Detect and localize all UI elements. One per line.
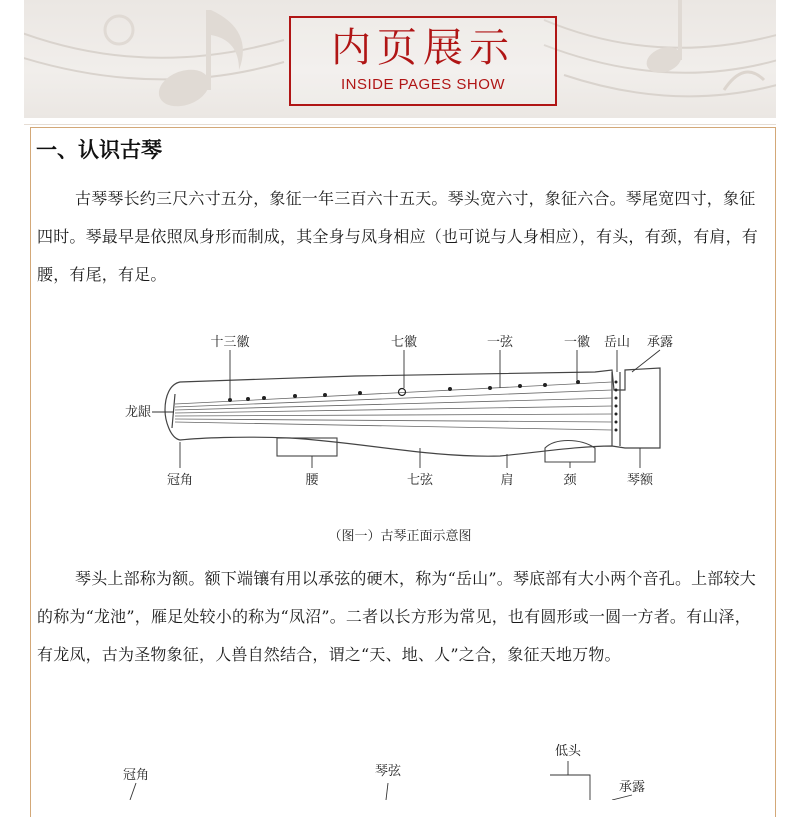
header-banner [24, 0, 776, 118]
label-jian: 肩 [500, 473, 514, 488]
section-heading: 一、认识古琴 [36, 138, 162, 162]
label-yi-xian: 一弦 [486, 335, 514, 350]
label-guan-jiao: 冠角 [166, 473, 194, 488]
qin-strings [175, 382, 612, 430]
intro-paragraph [37, 180, 767, 294]
label-di-tou: 低头 [554, 744, 582, 759]
label-qin-xian: 琴弦 [374, 764, 402, 779]
label-jing: 颈 [563, 473, 577, 488]
label-yi-hui: 一徽 [563, 335, 591, 350]
banner-title: 内页展示 [331, 25, 515, 71]
label-yue-shan: 岳山 [603, 335, 631, 350]
bridge-paragraph-text: 琴头上部称为额。额下端镶有用以承弦的硬木，称为“岳山”。琴底部有大小两个音孔。上部较大的称为“龙池”，雁足处较小的称为“凤沼”。二者以长方形为常见，也有圆形或一圆一方者。有山泽，有龙凤，古为圣物象征，人兽自然结合，谓之“天、地、人”之合，象征天地万物。 [37, 569, 756, 664]
banner-title-box [289, 16, 557, 106]
label-qi-xian: 七弦 [406, 473, 434, 488]
label-yao: 腰 [305, 473, 319, 488]
label-shisan-hui: 十三徽 [210, 335, 250, 350]
label-long-yin: 龙龈 [124, 405, 152, 420]
label-cheng-lu: 承露 [646, 335, 674, 350]
intro-paragraph-text: 古琴琴长约三尺六寸五分，象征一年三百六十五天。琴头宽六寸，象征六合。琴尾宽四寸，象征四时。琴最早是依照凤身形而制成，其全身与凤身相应（也可说与人身相应），有头，有颈，有肩，有腰，有尾，有足。 [37, 189, 759, 284]
guqin-front-diagram [0, 320, 800, 520]
label-qi-hui: 七徽 [390, 335, 418, 350]
label-cheng-lu-2: 承露 [618, 780, 646, 795]
bridge-paragraph [37, 560, 767, 674]
guqin-side-diagram [0, 735, 800, 800]
banner-subtitle: INSIDE PAGES SHOW [340, 76, 506, 93]
divider [24, 124, 776, 125]
label-qin-e: 琴额 [626, 473, 654, 488]
figure1-caption: （图一）古琴正面示意图 [328, 529, 472, 544]
label-guan-jiao-2: 冠角 [122, 768, 150, 783]
